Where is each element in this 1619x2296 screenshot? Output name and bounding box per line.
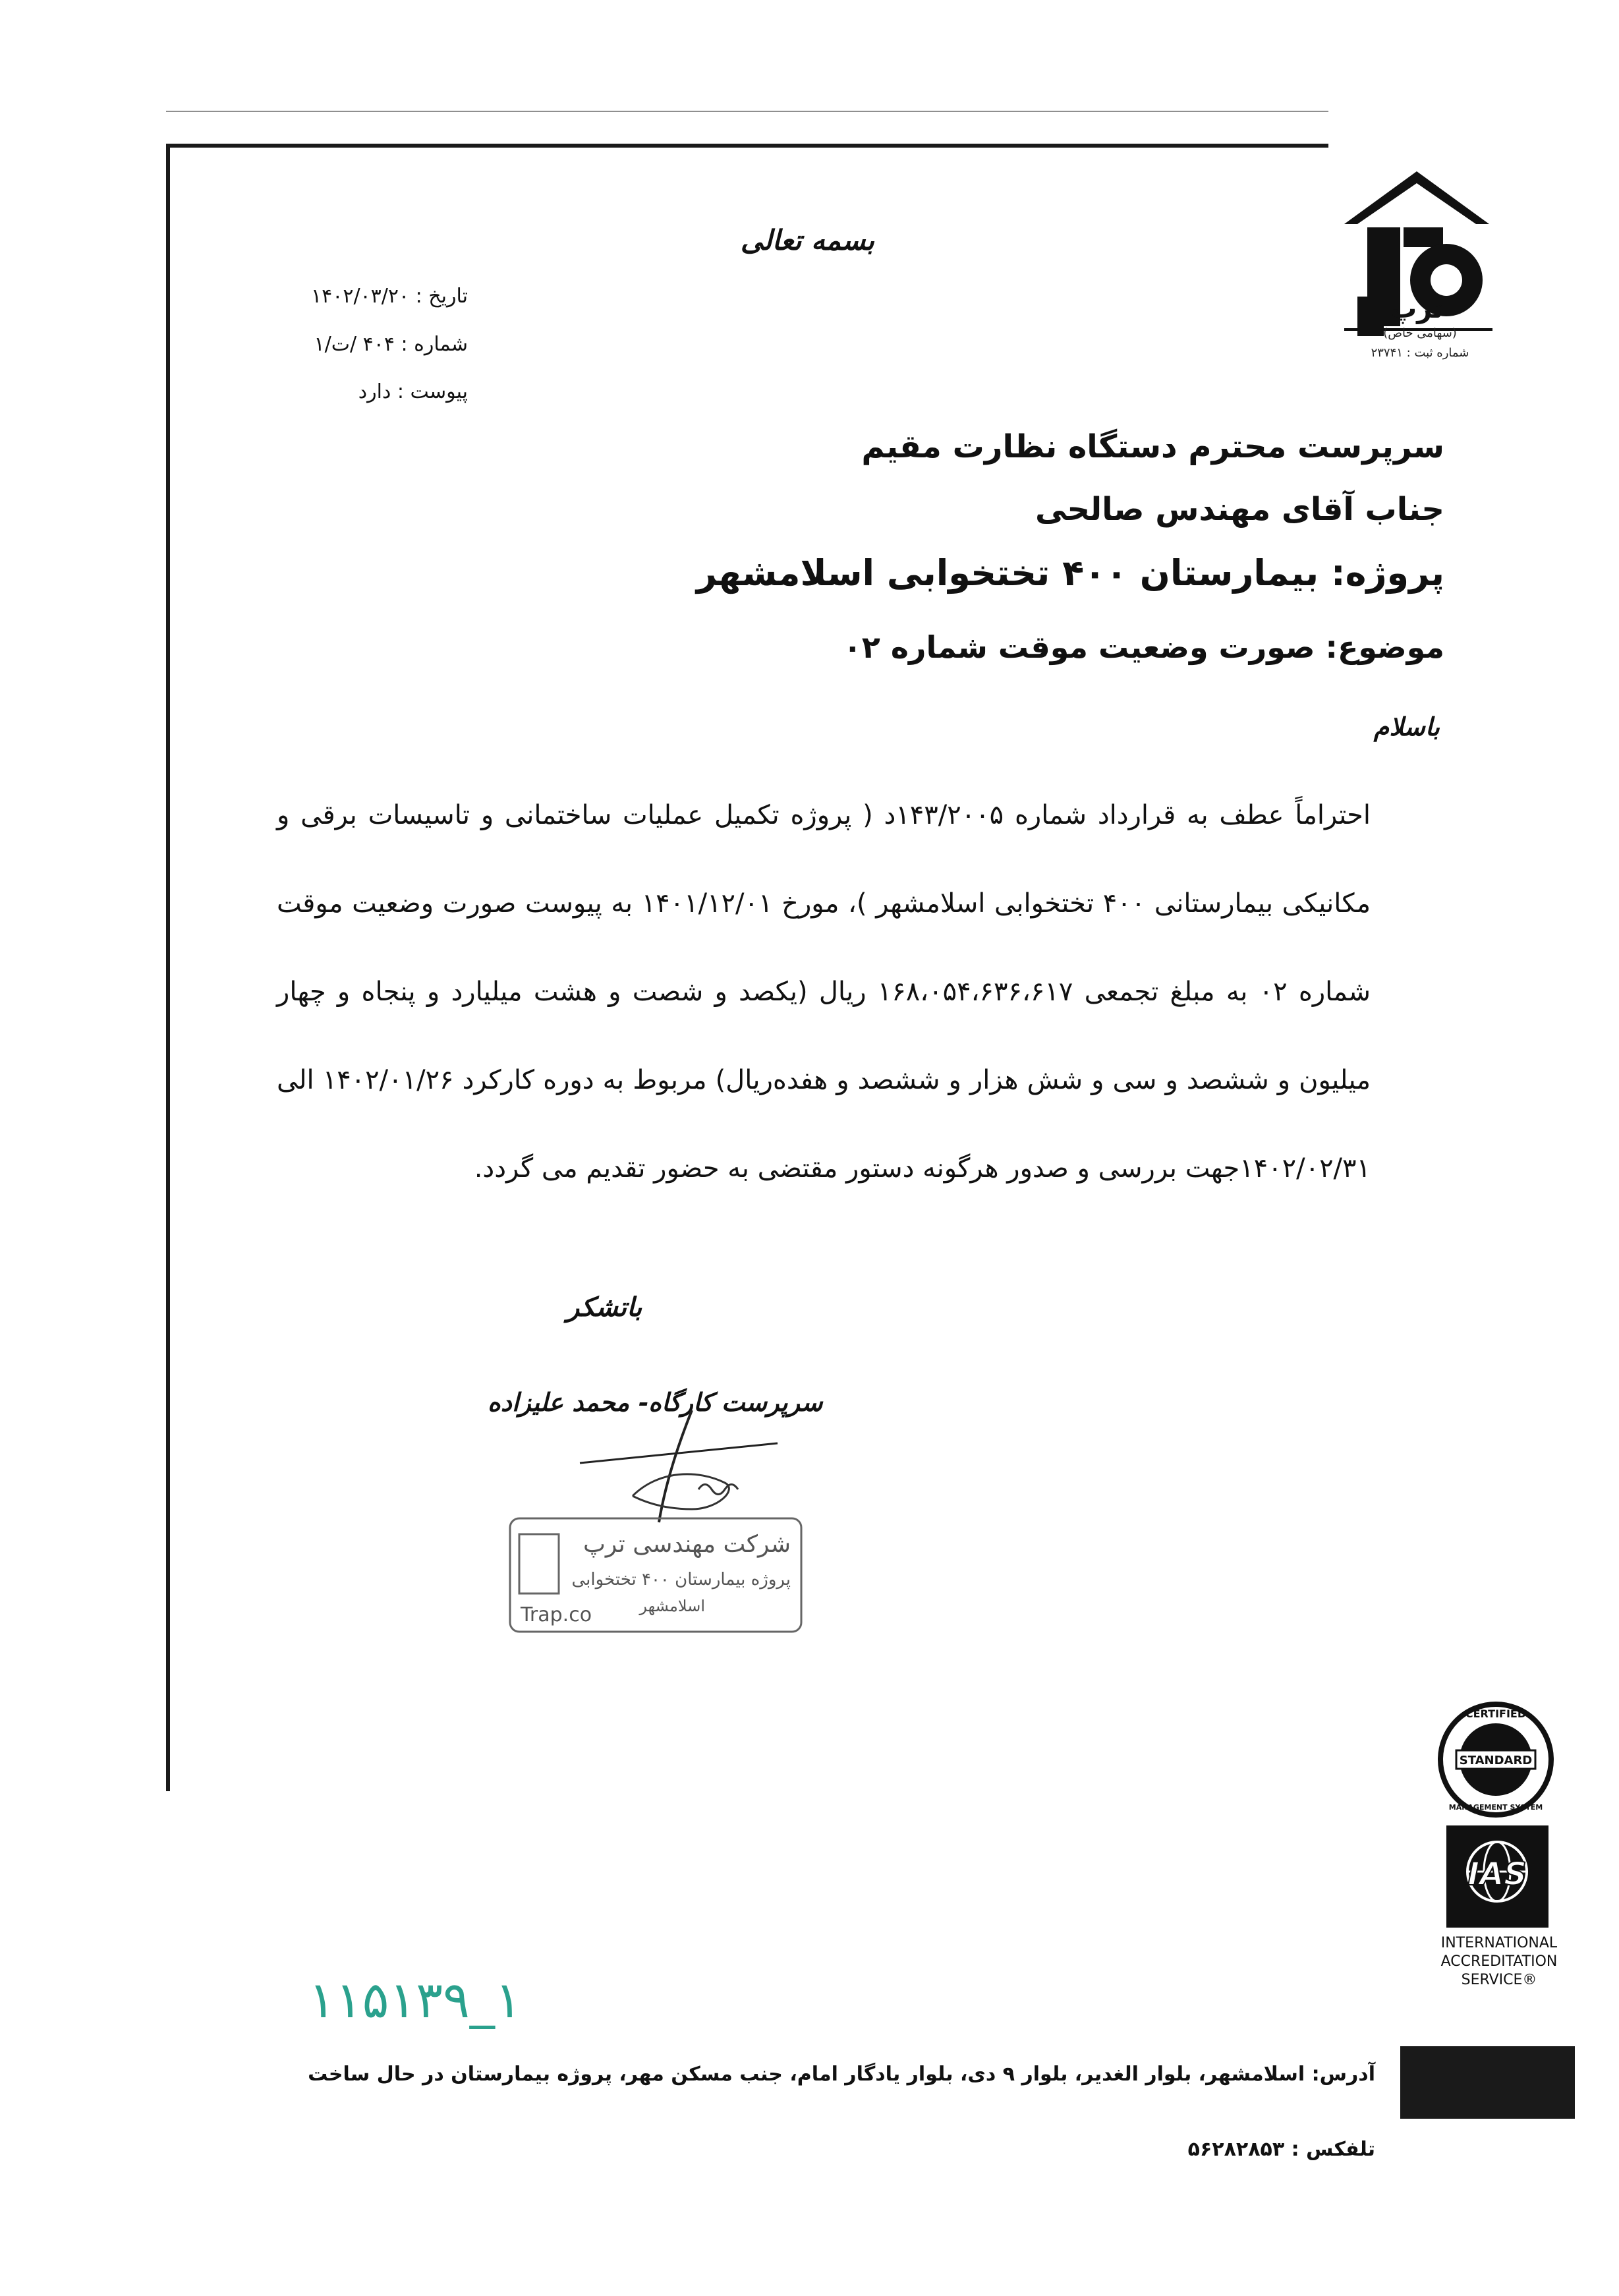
ias-line-3: SERVICE® xyxy=(1461,1972,1537,1988)
cert-ring-text: CERTIFIED xyxy=(1465,1708,1527,1720)
project-line: پروژه: بیمارستان ۴۰۰ تختخوابی اسلامشهر xyxy=(696,552,1444,594)
cert-center-text: STANDARD xyxy=(1459,1754,1533,1767)
ias-line-1: INTERNATIONAL xyxy=(1440,1935,1558,1951)
basmala: بسمه تعالی xyxy=(740,224,874,256)
closing-thanks: باتشکر xyxy=(567,1292,642,1323)
footer-address: آدرس: اسلامشهر، بلوار الغدیر، بلوار ۹ دی، بلوار یادگار امام، جنب مسکن مهر، پروژه بیمارستان در حال ساخت xyxy=(308,2063,1375,2086)
logo-name: ترپ xyxy=(1390,294,1444,324)
ias-logo-text: IAS xyxy=(1467,1856,1527,1893)
top-rule xyxy=(166,144,1328,148)
greeting: باسلام xyxy=(1373,712,1440,741)
stamp-city: اسلامشهر xyxy=(639,1597,705,1615)
logo-company-type: (سهامی خاص) xyxy=(1383,326,1457,340)
signer-name: سرپرست کارگاه- محمد علیزاده xyxy=(488,1387,823,1417)
footer-black-bar xyxy=(1400,2046,1575,2119)
top-thin-rule xyxy=(166,111,1328,112)
ias-line-2: ACCREDITATION xyxy=(1440,1953,1558,1970)
handwritten-reference: ۱۱۵۱۳۹_۱ xyxy=(308,1970,522,2029)
addressee-name: جناب آقای مهندس صالحی xyxy=(1035,491,1444,528)
company-stamp xyxy=(507,1516,804,1634)
ias-caption xyxy=(1430,1934,1568,1990)
stamp-project: پروژه بیمارستان ۴۰۰ تختخوابی xyxy=(571,1570,791,1590)
footer-phone: تلفکس : ۵۶۲۸۲۸۵۳ xyxy=(1187,2138,1375,2161)
certified-management-system-icon xyxy=(1436,1700,1555,1819)
logo-registration: شماره ثبت : ۲۳۷۴۱ xyxy=(1371,346,1469,360)
letter-number: شماره : ۴۰۴ /ت/۱ xyxy=(314,333,468,356)
letter-body: احتراماً عطف به قرارداد شماره ۱۴۳/۲۰۰۵د ( پروژه تکمیل عملیات ساختمانی و تاسیسات برقی و مکانیکی بیمارستانی ۴۰۰ تختخوابی اسلامشهر )، مورخ ۱۴۰۱/۱۲/۰۱ به پیوست صورت وضعیت موقت شماره ۰۲ به مبلغ تجمعی ۱۶۸،۰۵۴،۶۳۶،۶۱۷ ریال (یکصد و شصت و هشت میلیارد و پنجاه و چهار میلیون و ششصد و سی و شش هزار و ششصد و هفده‌ریال) مربوط به دوره کارکرد ۱۴۰۲/۰۱/۲۶ الی ۱۴۰۲/۰۲/۳۱جهت بررسی و صدور هرگونه دستور مقتضی به حضور تقدیم می گردد. xyxy=(277,800,1371,1184)
left-rule xyxy=(166,144,170,1791)
stamp-company: شرکت مهندسی ترپ xyxy=(583,1531,791,1558)
addressee-title: سرپرست محترم دستگاه نظارت مقیم xyxy=(861,428,1444,465)
stamp-latin: Trap.co xyxy=(521,1603,592,1626)
letter-date: تاریخ : ۱۴۰۲/۰۳/۲۰ xyxy=(311,285,468,308)
ias-logo-icon xyxy=(1446,1825,1548,1928)
cert-bottom-text: MANAGEMENT SYSTEM xyxy=(1448,1803,1543,1812)
signature-icon xyxy=(567,1404,791,1529)
letter-attachment: پیوست : دارد xyxy=(358,380,468,403)
subject-line: موضوع: صورت وضعیت موقت شماره ۰۲ xyxy=(843,629,1444,665)
